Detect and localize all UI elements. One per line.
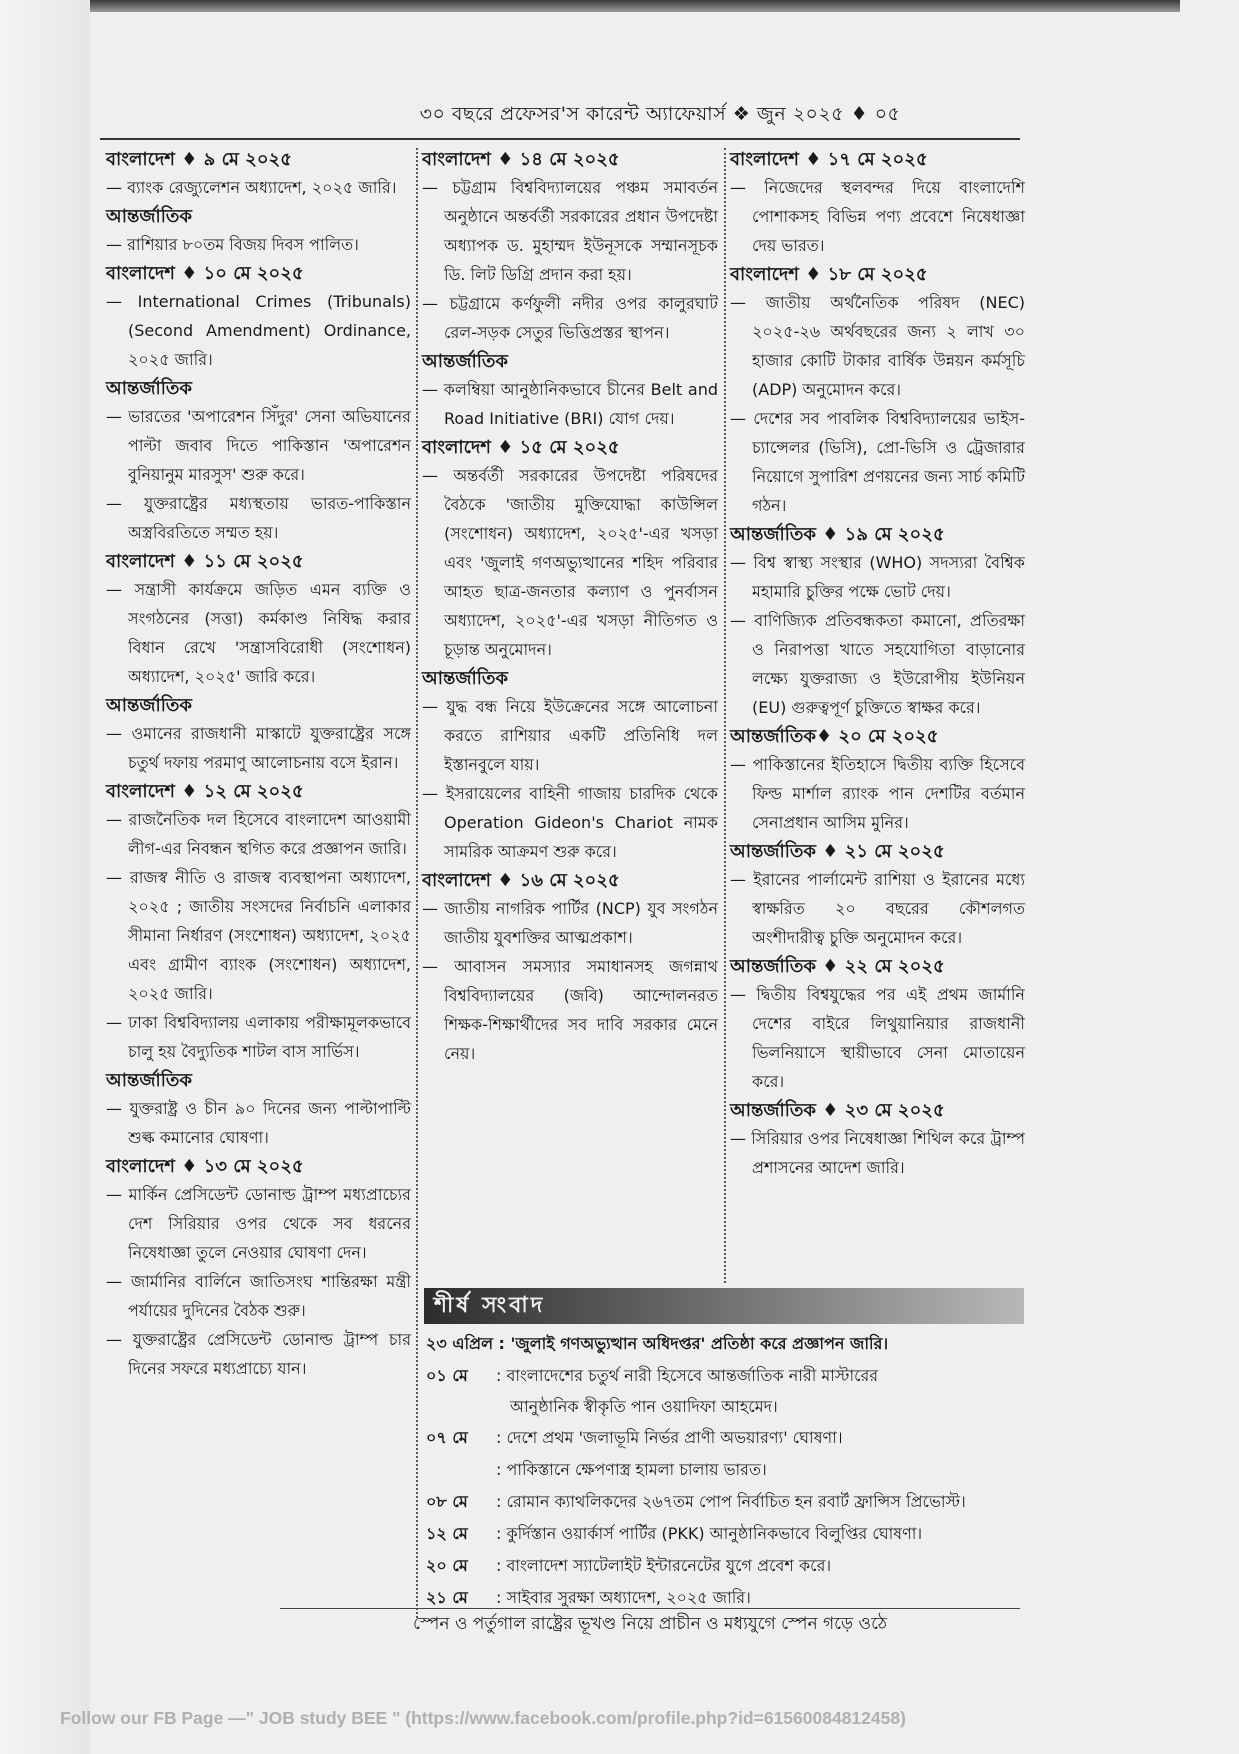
section-heading: বাংলাদেশ ♦ ১৩ মে ২০২৫ [106, 1156, 304, 1177]
top-news-text: : বাংলাদেশ স্যাটেলাইট ইন্টারনেটের যুগে প্রবেশ করে। [496, 1556, 832, 1575]
news-section [106, 692, 411, 777]
top-news-lead: ২৩ এপ্রিল : 'জুলাই গণঅভ্যুত্থান অধিদপ্তর' প্রতিষ্ঠা করে প্রজ্ঞাপন জারি। [426, 1334, 889, 1353]
news-section [422, 146, 718, 347]
news-item: — কলম্বিয়া আনুষ্ঠানিকভাবে চীনের Belt and Road Initiative (BRI) যোগ দেয়। [422, 375, 718, 433]
news-item: — রাজনৈতিক দল হিসেবে বাংলাদেশ আওয়ামী লীগ-এর নিবন্ধন স্থগিত করে প্রজ্ঞাপন জারি। [106, 805, 411, 863]
top-news-text: : পাকিস্তানে ক্ষেপণাস্ত্র হামলা চালায় ভারত। [496, 1460, 767, 1479]
section-heading: বাংলাদেশ ♦ ১৭ মে ২০২৫ [730, 149, 928, 170]
section-heading: আন্তর্জাতিক [106, 206, 192, 227]
news-item: — যুদ্ধ বন্ধ নিয়ে ইউক্রেনের সঙ্গে আলোচনা করতে রাশিয়ার একটি প্রতিনিধি দল ইস্তানবুলে যায়। [422, 692, 718, 779]
news-item: — জার্মানির বার্লিনে জাতিসংঘ শান্তিরক্ষা মন্ত্রী পর্যায়ের দুদিনের বৈঠক শুরু। [106, 1267, 411, 1325]
news-section [730, 953, 1025, 1096]
column-1 [106, 145, 411, 1383]
section-heading: বাংলাদেশ ♦ ১৬ মে ২০২৫ [422, 870, 620, 891]
news-item: — যুক্তরাষ্ট্রের মধ্যস্থতায় ভারত-পাকিস্তান অস্ত্রবিরতিতে সম্মত হয়। [106, 489, 411, 547]
news-section [730, 723, 1025, 837]
section-heading: বাংলাদেশ ♦ ১৮ মে ২০২৫ [730, 264, 928, 285]
top-news-date: ২০ মে [426, 1556, 468, 1575]
news-item: — চট্টগ্রামে কর্ণফুলী নদীর ওপর কালুরঘাট রেল-সড়ক সেতুর ভিত্তিপ্রস্তর স্থাপন। [422, 289, 718, 347]
top-news-row [426, 1550, 1026, 1582]
top-news-row [426, 1518, 1026, 1550]
page-edge-shadow [0, 0, 90, 1754]
news-item: — দ্বিতীয় বিশ্বযুদ্ধের পর এই প্রথম জার্মানি দেশের বাইরে লিথুয়ানিয়ার রাজধানী ভিলনিয়াসে স্থায়ীভাবে সেনা মোতায়েন করে। [730, 980, 1025, 1096]
news-item: — জাতীয় অর্থনৈতিক পরিষদ (NEC) ২০২৫-২৬ অর্থবছরের জন্য ২ লাখ ৩০ হাজার কোটি টাকার বার্ষিক উন্নয়ন কর্মসূচি (ADP) অনুমোদন করে। [730, 288, 1025, 404]
news-item: — ইরানের পার্লামেন্ট রাশিয়া ও ইরানের মধ্যে স্বাক্ষরিত ২০ বছরের কৌশলগত অংশীদারীত্ব চুক্তি অনুমোদন করে। [730, 865, 1025, 952]
top-news-text-continued: আনুষ্ঠানিক স্বীকৃতি পান ওয়াদিফা আহমেদ। [510, 1397, 778, 1416]
news-item: — দেশের সব পাবলিক বিশ্ববিদ্যালয়ের ভাইস-চ্যান্সেলর (ভিসি), প্রো-ভিসি ও ট্রেজারার নিয়োগে সুপারিশ প্রণয়নের জন্য সার্চ কমিটি গঠন। [730, 404, 1025, 520]
column-divider [724, 148, 726, 1283]
news-section [730, 146, 1025, 260]
top-news-date: ২১ মে [426, 1588, 468, 1607]
section-heading: আন্তর্জাতিক [106, 1070, 192, 1091]
news-item: — ঢাকা বিশ্ববিদ্যালয় এলাকায় পরীক্ষামূলকভাবে চালু হয় বৈদ্যুতিক শাটল বাস সার্ভিস। [106, 1008, 411, 1066]
news-section [106, 778, 411, 1066]
news-section [730, 261, 1025, 520]
top-news-text: : রোমান ক্যাথলিকদের ২৬৭তম পোপ নির্বাচিত হন রবার্ট ফ্রান্সিস প্রিভোস্ট। [496, 1492, 966, 1511]
news-section [106, 146, 411, 202]
news-item: — যুক্তরাষ্ট্রের প্রেসিডেন্ট ডোনাল্ড ট্রাম্প চার দিনের সফরে মধ্যপ্রাচ্যে যান। [106, 1325, 411, 1383]
top-news-date: ০১ মে [426, 1366, 468, 1385]
top-news-row [426, 1454, 1026, 1486]
section-heading: আন্তর্জাতিক ♦ ১৯ মে ২০২৫ [730, 524, 945, 545]
column-divider [416, 148, 418, 1618]
page-footer: স্পেন ও পর্তুগাল রাষ্ট্রের ভূখণ্ড নিয়ে প্রাচীন ও মধ্যযুগে স্পেন গড়ে ওঠে [413, 1614, 887, 1634]
watermark: Follow our FB Page —" JOB study BEE " (https://www.facebook.com/profile.php?id=61560084812458) [60, 1708, 906, 1728]
column-3 [730, 145, 1025, 1182]
news-item: — রাশিয়ার ৮০তম বিজয় দিবস পালিত। [106, 230, 411, 259]
news-item: — International Crimes (Tribunals) (Second Amendment) Ordinance, ২০২৫ জারি। [106, 287, 411, 374]
news-item: — অন্তর্বর্তী সরকারের উপদেষ্টা পরিষদের বৈঠকে 'জাতীয় মুক্তিযোদ্ধা কাউন্সিল (সংশোধন) অধ্যাদেশ, ২০২৫'-এর খসড়া এবং 'জুলাই গণঅভ্যুত্থানের শহিদ পরিবার আহত ছাত্র-জনতার কল্যাণ ও পুনর্বাসন অধ্যাদেশ, ২০২৫'-এর খসড়া নীতিগত ও চূড়ান্ত অনুমোদন। [422, 461, 718, 664]
news-item: — পাকিস্তানের ইতিহাসে দ্বিতীয় ব্যক্তি হিসেবে ফিল্ড মার্শাল র‍্যাংক পান দেশটির বর্তমান সেনাপ্রধান আসিম মুনির। [730, 750, 1025, 837]
top-news-text: : কুর্দিস্তান ওয়ার্কার্স পার্টির (PKK) আনুষ্ঠানিকভাবে বিলুপ্তির ঘোষণা। [496, 1524, 923, 1543]
top-news-date: ০৮ মে [426, 1492, 468, 1511]
top-news-row [426, 1422, 1026, 1454]
section-heading: আন্তর্জাতিক ♦ ২৩ মে ২০২৫ [730, 1100, 945, 1121]
news-item: — সন্ত্রাসী কার্যক্রমে জড়িত এমন ব্যক্তি ও সংগঠনের (সত্তা) কর্মকাণ্ড নিষিদ্ধ করার বিধান রেখে 'সন্ত্রাসবিরোধী (সংশোধন) অধ্যাদেশ, ২০২৫' জারি করে। [106, 575, 411, 691]
top-news-text: : সাইবার সুরক্ষা অধ্যাদেশ, ২০২৫ জারি। [496, 1588, 751, 1607]
section-heading: আন্তর্জাতিক♦ ২০ মে ২০২৫ [730, 726, 939, 747]
news-item: — ইসরায়েলের বাহিনী গাজায় চারদিক থেকে Operation Gideon's Chariot নামক সামরিক আক্রমণ শুরু করে। [422, 779, 718, 866]
news-item: — চট্টগ্রাম বিশ্ববিদ্যালয়ের পঞ্চম সমাবর্তন অনুষ্ঠানে অন্তর্বর্তী সরকারের প্রধান উপদেষ্টা অধ্যাপক ড. মুহাম্মদ ইউনূসকে সম্মানসূচক ডি. লিট ডিগ্রি প্রদান করা হয়। [422, 173, 718, 289]
news-item: — ওমানের রাজধানী মাস্কাটে যুক্তরাষ্ট্রের সঙ্গে চতুর্থ দফায় পরমাণু আলোচনায় বসে ইরান। [106, 719, 411, 777]
news-item: — রাজস্ব নীতি ও রাজস্ব ব্যবস্থাপনা অধ্যাদেশ, ২০২৫ ; জাতীয় সংসদের নির্বাচনি এলাকার সীমানা নির্ধারণ (সংশোধন) অধ্যাদেশ, ২০২৫ এবং গ্রামীণ ব্যাংক (সংশোধন) অধ্যাদেশ, ২০২৫ জারি। [106, 863, 411, 1008]
news-item: — আবাসন সমস্যার সমাধানসহ জগন্নাথ বিশ্ববিদ্যালয়ের (জবি) আন্দোলনরত শিক্ষক-শিক্ষার্থীদের সব দাবি সরকার মেনে নেয়। [422, 952, 718, 1068]
news-section [422, 434, 718, 664]
news-section [422, 665, 718, 866]
news-section [730, 1097, 1025, 1182]
news-item: — বিশ্ব স্বাস্থ্য সংস্থার (WHO) সদস্যরা বৈশ্বিক মহামারি চুক্তির পক্ষে ভোট দেয়। [730, 548, 1025, 606]
top-news-date [426, 1454, 496, 1486]
section-heading: বাংলাদেশ ♦ ১২ মে ২০২৫ [106, 781, 304, 802]
top-news-date: ১২ মে [426, 1524, 468, 1543]
news-section [106, 203, 411, 259]
news-item: — সিরিয়ার ওপর নিষেধাজ্ঞা শিথিল করে ট্রাম্প প্রশাসনের আদেশ জারি। [730, 1124, 1025, 1182]
news-item: — যুক্তরাষ্ট্র ও চীন ৯০ দিনের জন্য পাল্টাপাল্টি শুল্ক কমানোর ঘোষণা। [106, 1094, 411, 1152]
news-section [106, 260, 411, 374]
section-heading: আন্তর্জাতিক [106, 378, 192, 399]
page-header: ৩০ বছরে প্রফেসর'স কারেন্ট অ্যাফেয়ার্স ❖ জুন ২০২৫ ♦ ০৫ [419, 103, 901, 125]
section-heading: বাংলাদেশ ♦ ৯ মে ২০২৫ [106, 149, 292, 170]
news-section [106, 1067, 411, 1152]
section-heading: বাংলাদেশ ♦ ১৫ মে ২০২৫ [422, 437, 620, 458]
column-2 [422, 145, 718, 1068]
top-news-row [426, 1582, 1026, 1614]
top-news-row [426, 1360, 1026, 1392]
section-heading: বাংলাদেশ ♦ ১০ মে ২০২৫ [106, 263, 304, 284]
top-scan-band [90, 0, 1180, 12]
section-heading: আন্তর্জাতিক [106, 695, 192, 716]
news-section [730, 838, 1025, 952]
news-item: — নিজেদের স্থলবন্দর দিয়ে বাংলাদেশি পোশাকসহ বিভিন্ন পণ্য প্রবেশে নিষেধাজ্ঞা দেয় ভারত। [730, 173, 1025, 260]
news-section [106, 548, 411, 691]
news-section [106, 1153, 411, 1383]
header-rule [100, 138, 1020, 140]
news-section [422, 348, 718, 433]
section-heading: আন্তর্জাতিক [422, 668, 508, 689]
top-news-row [426, 1486, 1026, 1518]
section-heading: আন্তর্জাতিক [422, 351, 508, 372]
top-news-banner [424, 1288, 1024, 1324]
news-section [106, 375, 411, 547]
section-heading: বাংলাদেশ ♦ ১১ মে ২০২৫ [106, 551, 304, 572]
section-heading: আন্তর্জাতিক ♦ ২২ মে ২০২৫ [730, 956, 945, 977]
top-news-text: : বাংলাদেশের চতুর্থ নারী হিসেবে আন্তর্জাতিক নারী মাস্টারের [496, 1366, 879, 1385]
news-item: — মার্কিন প্রেসিডেন্ট ডোনাল্ড ট্রাম্প মধ্যপ্রাচ্যের দেশ সিরিয়ার ওপর থেকে সব ধরনের নিষেধাজ্ঞা তুলে নেওয়ার ঘোষণা দেন। [106, 1180, 411, 1267]
news-item: — জাতীয় নাগরিক পার্টির (NCP) যুব সংগঠন জাতীয় যুবশক্তির আত্মপ্রকাশ। [422, 894, 718, 952]
news-item: — ব্যাংক রেজ্যুলেশন অধ্যাদেশ, ২০২৫ জারি। [106, 173, 411, 202]
news-section [730, 521, 1025, 722]
top-news-list [426, 1328, 1026, 1614]
section-heading: আন্তর্জাতিক ♦ ২১ মে ২০২৫ [730, 841, 945, 862]
footer-rule [280, 1608, 1020, 1609]
news-section [422, 867, 718, 1068]
top-news-date: ০৭ মে [426, 1428, 468, 1447]
news-item: — ভারতের 'অপারেশন সিঁদুর' সেনা অভিযানের পাল্টা জবাব দিতে পাকিস্তান 'অপারেশন বুনিয়ানুম মারসুস' শুরু করে। [106, 402, 411, 489]
news-item: — বাণিজ্যিক প্রতিবন্ধকতা কমানো, প্রতিরক্ষা ও নিরাপত্তা খাতে সহযোগিতা বাড়ানোর লক্ষ্যে যুক্তরাজ্য ও ইউরোপীয় ইউনিয়ন (EU) গুরুত্বপূর্ণ চুক্তিতে স্বাক্ষর করে। [730, 606, 1025, 722]
top-news-title: শীর্ষ সংবাদ [434, 1293, 546, 1318]
section-heading: বাংলাদেশ ♦ ১৪ মে ২০২৫ [422, 149, 620, 170]
top-news-text: : দেশে প্রথম 'জলাভূমি নির্ভর প্রাণী অভয়ারণ্য' ঘোষণা। [496, 1428, 843, 1447]
